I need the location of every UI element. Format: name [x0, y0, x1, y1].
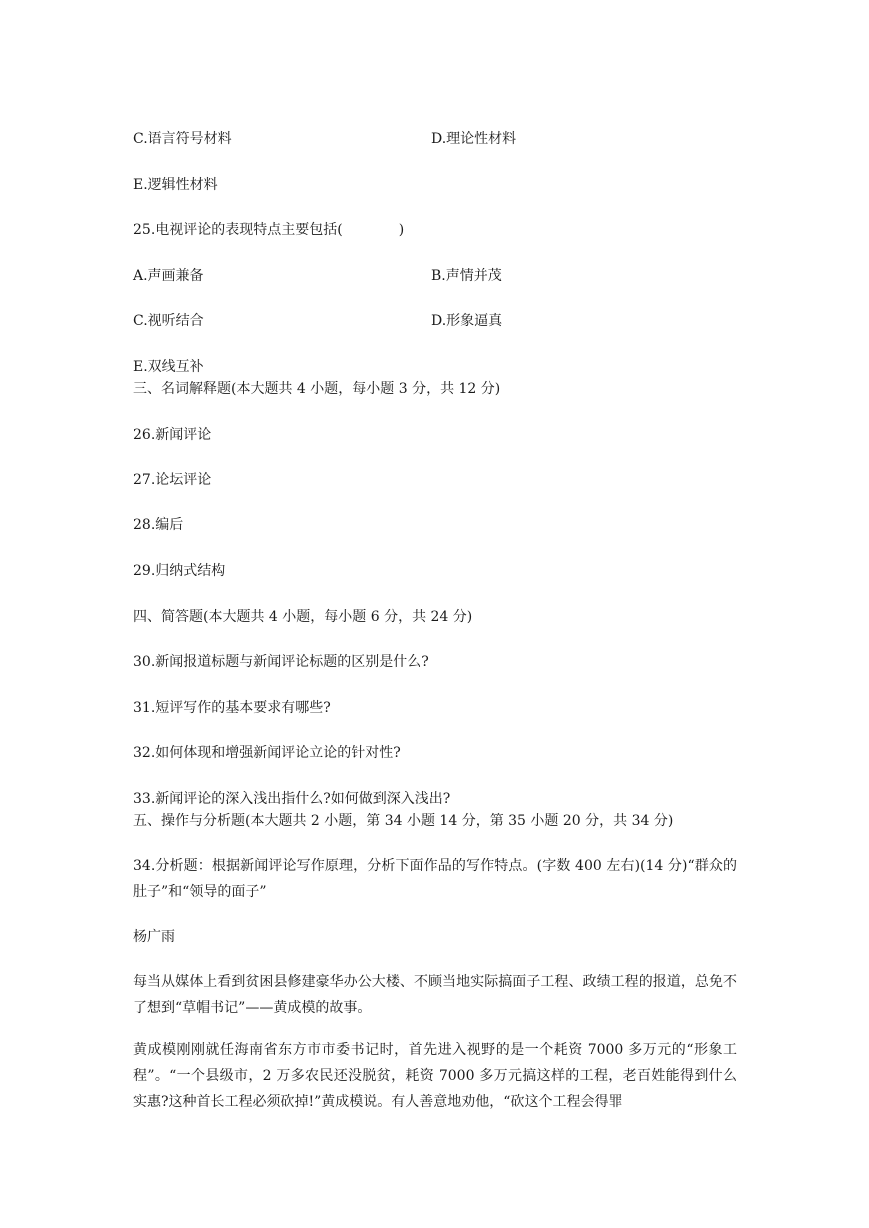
section4-heading: 四、简答题(本大题共 4 小题，每小题 6 分，共 24 分) — [133, 609, 473, 625]
q25-option-a: A.声画兼备 — [133, 268, 204, 284]
section3-heading: 三、名词解释题(本大题共 4 小题，每小题 3 分，共 12 分) — [133, 381, 501, 397]
article-paragraph-2: 黄成模刚刚就任海南省东方市市委书记时，首先进入视野的是一个耗资 7000 多万元的“形象工程”。“一个县级市，2 万多农民还没脱贫，耗资 7000 多万元搞这样的工程，老百姓能得到什么实惠?这种首长工程必须砍掉!”黄成模说。有人善意地劝他，“砍这个工程会得罪 — [133, 1042, 737, 1110]
q28: 28.编后 — [133, 517, 184, 533]
q27: 27.论坛评论 — [133, 472, 212, 488]
article-paragraph-1: 每当从媒体上看到贫困县修建豪华办公大楼、不顾当地实际搞面子工程、政绩工程的报道，总免不了想到“草帽书记”——黄成模的故事。 — [133, 974, 737, 1016]
q25-option-b: B.声情并茂 — [431, 268, 502, 284]
q24-option-e: E.逻辑性材料 — [133, 177, 218, 193]
q29: 29.归纳式结构 — [133, 563, 226, 579]
q32: 32.如何体现和增强新闻评论立论的针对性? — [133, 745, 401, 761]
q30: 30.新闻报道标题与新闻评论标题的区别是什么? — [133, 654, 429, 670]
section5-heading: 五、操作与分析题(本大题共 2 小题，第 34 小题 14 分，第 35 小题 20 分，共 34 分) — [133, 813, 674, 829]
q25-stem: 25.电视评论的表现特点主要包括( ) — [133, 222, 405, 238]
q24-option-c: C.语言符号材料 — [133, 131, 232, 147]
q33: 33.新闻评论的深入浅出指什么?如何做到深入浅出? — [133, 791, 451, 807]
q25-option-e: E.双线互补 — [133, 359, 204, 375]
q24-option-d: D.理论性材料 — [431, 131, 517, 147]
q26: 26.新闻评论 — [133, 427, 212, 443]
q25-option-c: C.视听结合 — [133, 313, 204, 329]
q25-option-d: D.形象逼真 — [431, 313, 503, 329]
q34-stem: 34.分析题：根据新闻评论写作原理，分析下面作品的写作特点。(字数 400 左右)(14 分)“群众的肚子”和“领导的面子” — [133, 858, 737, 900]
article-author: 杨广雨 — [133, 929, 175, 945]
q31: 31.短评写作的基本要求有哪些? — [133, 700, 331, 716]
